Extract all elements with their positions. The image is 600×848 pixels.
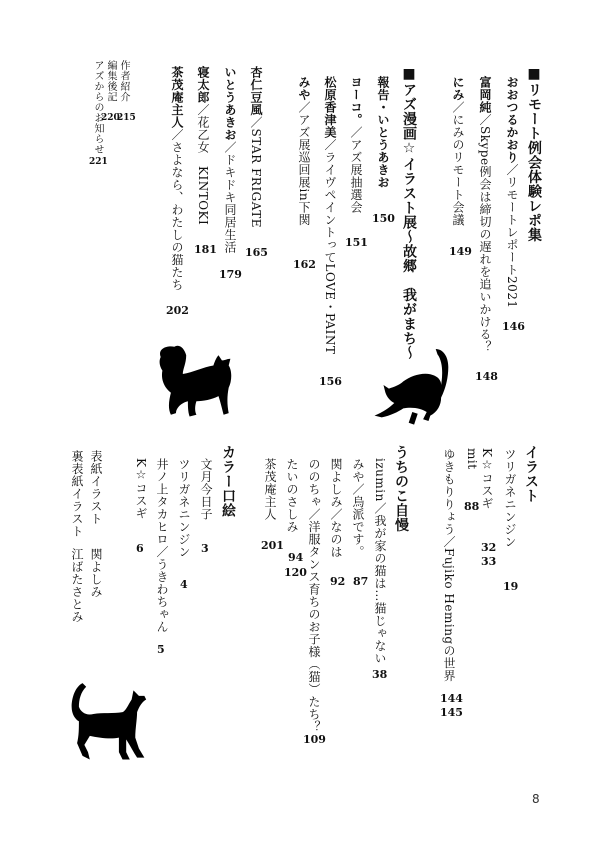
toc-entry[interactable]: K☆コスギ <box>134 458 148 520</box>
toc-entry[interactable] <box>297 76 311 226</box>
toc-entry[interactable]: 茶茂庵主人 <box>263 458 277 521</box>
page-ref: 32 <box>481 541 497 554</box>
page-ref: 6 <box>136 542 144 555</box>
page-ref: 150 <box>372 212 395 225</box>
toc-entry[interactable] <box>223 66 237 254</box>
entry-title: ／Skype例会は締切の遅れを追いかける？ <box>478 113 492 354</box>
section-heading-remote: ■リモート例会体験レポ集 <box>526 66 542 242</box>
entry-title: ／STAR FRIGATE <box>249 116 263 229</box>
toc-entry[interactable] <box>323 76 337 354</box>
toc-entry[interactable]: アズからのお知らせ <box>92 60 103 155</box>
page-ref: 181 <box>194 243 217 256</box>
page-ref: 92 <box>330 575 346 588</box>
entry-title: ／花乙女 KINTOKI <box>196 103 210 226</box>
toc-entry[interactable]: 裏表紙イラスト <box>70 450 84 538</box>
cover-artist: 江ばたさとみ <box>70 548 84 623</box>
walking-cat-silhouette-icon <box>62 674 154 774</box>
toc-entry[interactable] <box>196 66 210 225</box>
page-ref: 201 <box>261 539 284 552</box>
toc-entry[interactable]: izumin／我が家の猫は…猫じゃない <box>373 458 387 665</box>
toc-entry[interactable] <box>505 76 519 309</box>
entry-author: 富岡純 <box>478 76 492 114</box>
section-heading-color: カラー口絵 <box>220 445 236 518</box>
entry-title: ／さよなら、わたしの猫たち <box>170 128 184 291</box>
toc-entry[interactable]: みや／烏派です。 <box>351 458 365 558</box>
page-ref: 220 <box>101 113 120 123</box>
toc-entry[interactable]: 編集後記 <box>105 60 116 102</box>
toc-entry[interactable] <box>170 66 184 291</box>
page-ref: 5 <box>157 643 165 656</box>
toc-entry[interactable]: 作者紹介 <box>118 60 129 102</box>
fluffy-cat-silhouette-icon <box>148 340 238 425</box>
entry-title: ／ライヴペイントってLOVE・PAINT <box>323 138 337 355</box>
section-heading-illust: イラスト <box>523 445 539 503</box>
page-ref: 3 <box>201 542 209 555</box>
page-ref: 144 <box>440 692 463 705</box>
entry-title: ／にみのリモート会議 <box>451 101 465 226</box>
cover-artist: 関よしみ <box>89 548 103 598</box>
toc-entry[interactable]: ツリガネニンジン <box>503 448 517 548</box>
entry-author: 寝太郎 <box>196 66 210 104</box>
page-ref: 19 <box>503 580 519 593</box>
toc-entry[interactable]: たいのさしみ <box>285 458 299 533</box>
section-heading-azu: ■アズ漫画☆イラスト展～故郷 我がまち～ <box>401 66 417 360</box>
arched-cat-silhouette-icon <box>365 340 465 430</box>
toc-entry[interactable]: mit <box>465 448 479 470</box>
entry-author: ヨーコ。 <box>349 76 363 126</box>
entry-title: ／リモートレポート2021 <box>505 163 519 309</box>
page-ref: 88 <box>464 500 480 513</box>
page-ref: 109 <box>303 733 326 746</box>
entry-author: 杏仁豆風 <box>249 66 263 116</box>
page-ref: 120 <box>284 566 307 579</box>
page-ref: 145 <box>440 706 463 719</box>
entry-title: ／ドキドキ同居生活 <box>223 141 237 254</box>
page-ref: 162 <box>293 258 316 271</box>
toc-entry[interactable]: 関よしみ／なのは <box>329 458 343 558</box>
page-ref: 38 <box>372 668 388 681</box>
page-number: 8 <box>532 792 540 806</box>
page-ref: 165 <box>245 246 268 259</box>
page-ref: 179 <box>219 268 242 281</box>
toc-entry[interactable]: ツリガネニンジン <box>177 458 191 558</box>
page-ref: 33 <box>481 555 497 568</box>
entry-title: ／アズ展巡回展in下関 <box>297 101 311 227</box>
page-ref: 4 <box>180 578 188 591</box>
entry-title: ／アズ展抽選会 <box>349 126 363 214</box>
toc-entry[interactable]: 井ノ上タカヒロ／うきわちゃん <box>155 458 169 633</box>
page-ref: 156 <box>319 375 342 388</box>
toc-entry[interactable]: ののちゃ／洋服タンス育ちのお子様（猫）たち？ <box>307 458 321 733</box>
section-heading-uchinoko: うちのこ自慢 <box>393 445 409 532</box>
toc-entry[interactable]: 報告・いとうあきお <box>376 76 390 189</box>
page-ref: 215 <box>117 113 136 123</box>
entry-author: 松原香津美 <box>323 76 337 139</box>
toc-entry[interactable]: K☆コスギ <box>480 448 494 510</box>
entry-author: 茶茂庵主人 <box>170 66 184 129</box>
page-ref: 151 <box>345 236 368 249</box>
entry-author: にみ <box>451 76 465 101</box>
page-ref: 146 <box>502 320 525 333</box>
page-ref: 202 <box>166 304 189 317</box>
toc-entry[interactable]: ゆきもりりょう／Fujiko Hemingの世界 <box>442 448 456 683</box>
toc-entry[interactable] <box>478 76 492 353</box>
page-ref: 94 <box>288 551 304 564</box>
page-ref: 149 <box>449 245 472 258</box>
entry-author: いとうあきお <box>223 66 237 141</box>
page-ref: 87 <box>353 575 369 588</box>
page-ref: 148 <box>475 370 498 383</box>
toc-entry[interactable] <box>249 66 263 228</box>
toc-entry[interactable]: 文月今日子 <box>199 458 213 521</box>
toc-entry[interactable]: 表紙イラスト <box>89 450 103 525</box>
entry-author: おおつるかおり <box>505 76 519 164</box>
page-ref: 221 <box>89 157 108 167</box>
toc-entry[interactable] <box>349 76 363 214</box>
toc-entry[interactable] <box>451 76 465 226</box>
entry-author: みや <box>297 76 311 101</box>
